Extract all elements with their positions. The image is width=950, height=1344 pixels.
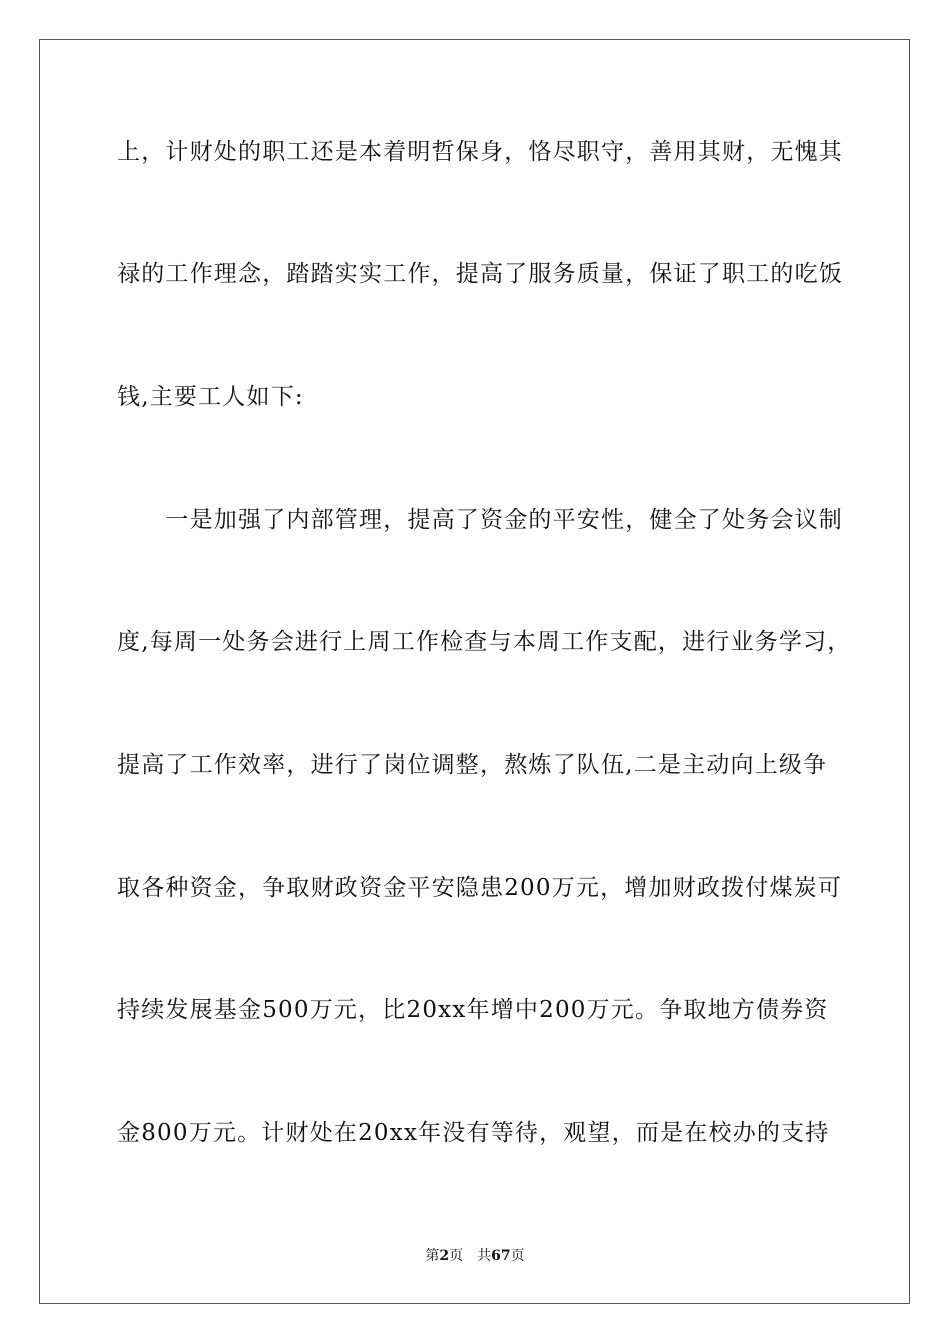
body-text-line: 取各种资金，争取财政资金平安隐患200万元，增加财政拨付煤炭可 bbox=[117, 875, 843, 901]
total-pages: 67 bbox=[491, 1248, 511, 1264]
body-text-line: 持续发展基金500万元，比20xx年增中200万元。争取地方债券资 bbox=[117, 997, 829, 1023]
body-text-line: 上，计财处的职工还是本着明哲保身，恪尽职守，善用其财，无愧其 bbox=[117, 139, 843, 165]
page-border bbox=[39, 39, 910, 1304]
body-text-line: 度,每周一处务会进行上周工作检查与本周工作支配，进行业务学习， bbox=[117, 629, 852, 655]
body-text-line: 金800万元。计财处在20xx年没有等待，观望，而是在校办的支持 bbox=[117, 1120, 830, 1146]
page-suffix: 页 bbox=[449, 1248, 464, 1264]
page-prefix: 第 bbox=[425, 1248, 440, 1264]
total-prefix: 共 bbox=[477, 1248, 492, 1264]
body-text-line: 钱,主要工人如下: bbox=[117, 384, 304, 410]
page-footer bbox=[0, 1247, 950, 1265]
page-number: 2 bbox=[439, 1248, 450, 1264]
body-text-line: 一是加强了内部管理，提高了资金的平安性，健全了处务会议制 bbox=[117, 507, 843, 533]
total-suffix: 页 bbox=[510, 1248, 525, 1264]
body-text-line: 提高了工作效率，进行了岗位调整，熬炼了队伍,二是主动向上级争 bbox=[117, 752, 828, 778]
body-text-line: 禄的工作理念，踏踏实实工作，提高了服务质量，保证了职工的吃饭 bbox=[117, 261, 843, 287]
